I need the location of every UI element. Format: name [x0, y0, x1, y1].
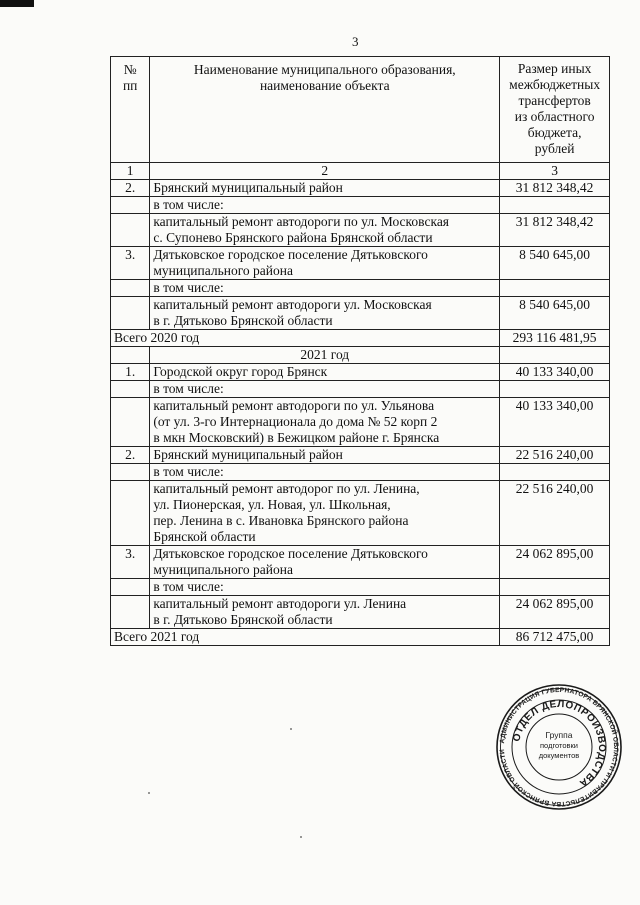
- total-row: [111, 629, 610, 646]
- total-amount: 293 116 481,95: [500, 330, 610, 347]
- row-number: [111, 381, 150, 398]
- transfer-amount: 40 133 340,00: [500, 364, 610, 381]
- detail-row: [111, 579, 610, 596]
- row-number: 3.: [111, 546, 150, 579]
- detail-row: [111, 464, 610, 481]
- transfer-amount: [500, 197, 610, 214]
- year-row: [111, 347, 610, 364]
- detail-row: [111, 381, 610, 398]
- object-name: в том числе:: [150, 197, 500, 214]
- stamp-outer-text: АДМИНИСТРАЦИЯ ГУБЕРНАТОРА БРЯНСКОЙ ОБЛАСТИ И ПРАВИТЕЛЬСТВА БРЯНСКОЙ ОБЛАСТИ: [498, 686, 620, 808]
- municipality-name: Дятьковское городское поселение Дятьковского муниципального района: [150, 546, 500, 579]
- transfer-amount: [500, 579, 610, 596]
- transfers-table: [110, 56, 610, 646]
- column-number-row: [111, 163, 610, 180]
- transfer-amount: 24 062 895,00: [500, 596, 610, 629]
- row-number: [111, 197, 150, 214]
- row-number: [111, 280, 150, 297]
- total-row: [111, 330, 610, 347]
- transfer-amount: [500, 381, 610, 398]
- column-number: 3: [500, 163, 610, 180]
- detail-row: [111, 481, 610, 546]
- item-row: [111, 247, 610, 280]
- detail-row: [111, 596, 610, 629]
- scan-speck: [148, 792, 150, 794]
- object-name: в том числе:: [150, 381, 500, 398]
- object-name: капитальный ремонт автодороги по ул. Ульянова (от ул. 3-го Интернационала до дома № 52 корп 2 в мкн Московский) в Бежицком районе г. Брянска: [150, 398, 500, 447]
- header-name: Наименование муниципального образования, наименование объекта: [150, 57, 500, 163]
- object-name: в том числе:: [150, 464, 500, 481]
- municipality-name: Брянский муниципальный район: [150, 180, 500, 197]
- transfer-amount: 31 812 348,42: [500, 180, 610, 197]
- item-row: [111, 180, 610, 197]
- detail-row: [111, 297, 610, 330]
- object-name: капитальный ремонт автодороги ул. Московская в г. Дятьково Брянской области: [150, 297, 500, 330]
- row-number: 2.: [111, 447, 150, 464]
- transfer-amount: 22 516 240,00: [500, 481, 610, 546]
- detail-row: [111, 197, 610, 214]
- object-name: в том числе:: [150, 280, 500, 297]
- stamp-center-line: документов: [538, 751, 580, 760]
- item-row: [111, 447, 610, 464]
- detail-row: [111, 214, 610, 247]
- transfer-amount: 24 062 895,00: [500, 546, 610, 579]
- scan-speck: [300, 836, 302, 838]
- total-amount: 86 712 475,00: [500, 629, 610, 646]
- transfer-amount: 22 516 240,00: [500, 447, 610, 464]
- empty-cell: [111, 347, 150, 364]
- column-number: 1: [111, 163, 150, 180]
- scan-edge-mark: [0, 0, 34, 7]
- empty-cell: [500, 347, 610, 364]
- row-number: [111, 481, 150, 546]
- row-number: [111, 214, 150, 247]
- table-header-row: [111, 57, 610, 163]
- row-number: 3.: [111, 247, 150, 280]
- transfer-amount: [500, 464, 610, 481]
- stamp-center-line: подготовки: [540, 741, 578, 750]
- transfer-amount: 8 540 645,00: [500, 297, 610, 330]
- object-name: капитальный ремонт автодороги ул. Ленина в г. Дятьково Брянской области: [150, 596, 500, 629]
- year-heading: 2021 год: [150, 347, 500, 364]
- header-amount: Размер иных межбюджетных трансфертов из областного бюджета, рублей: [500, 57, 610, 163]
- official-stamp: [495, 683, 623, 811]
- object-name: капитальный ремонт автодорог по ул. Ленина, ул. Пионерская, ул. Новая, ул. Школьная, пер. Ленина в с. Ивановка Брянского района Брянской области: [150, 481, 500, 546]
- page-number: 3: [352, 34, 359, 49]
- header-number: № пп: [111, 57, 150, 163]
- detail-row: [111, 280, 610, 297]
- object-name: капитальный ремонт автодороги по ул. Московская с. Супонево Брянского района Брянской области: [150, 214, 500, 247]
- stamp-center-line: Группа: [545, 730, 573, 740]
- row-number: [111, 596, 150, 629]
- row-number: 1.: [111, 364, 150, 381]
- total-label: Всего 2021 год: [111, 629, 500, 646]
- transfer-amount: 31 812 348,42: [500, 214, 610, 247]
- row-number: [111, 579, 150, 596]
- municipality-name: Городской округ город Брянск: [150, 364, 500, 381]
- transfer-amount: 40 133 340,00: [500, 398, 610, 447]
- municipality-name: Дятьковское городское поселение Дятьковского муниципального района: [150, 247, 500, 280]
- row-number: 2.: [111, 180, 150, 197]
- transfer-amount: 8 540 645,00: [500, 247, 610, 280]
- row-number: [111, 464, 150, 481]
- transfer-amount: [500, 280, 610, 297]
- object-name: в том числе:: [150, 579, 500, 596]
- scan-speck: [290, 728, 292, 730]
- row-number: [111, 398, 150, 447]
- municipality-name: Брянский муниципальный район: [150, 447, 500, 464]
- total-label: Всего 2020 год: [111, 330, 500, 347]
- item-row: [111, 546, 610, 579]
- stamp-inner-text: ОТДЕЛ ДЕЛОПРОИЗВОДСТВА: [511, 698, 608, 789]
- column-number: 2: [150, 163, 500, 180]
- item-row: [111, 364, 610, 381]
- row-number: [111, 297, 150, 330]
- detail-row: [111, 398, 610, 447]
